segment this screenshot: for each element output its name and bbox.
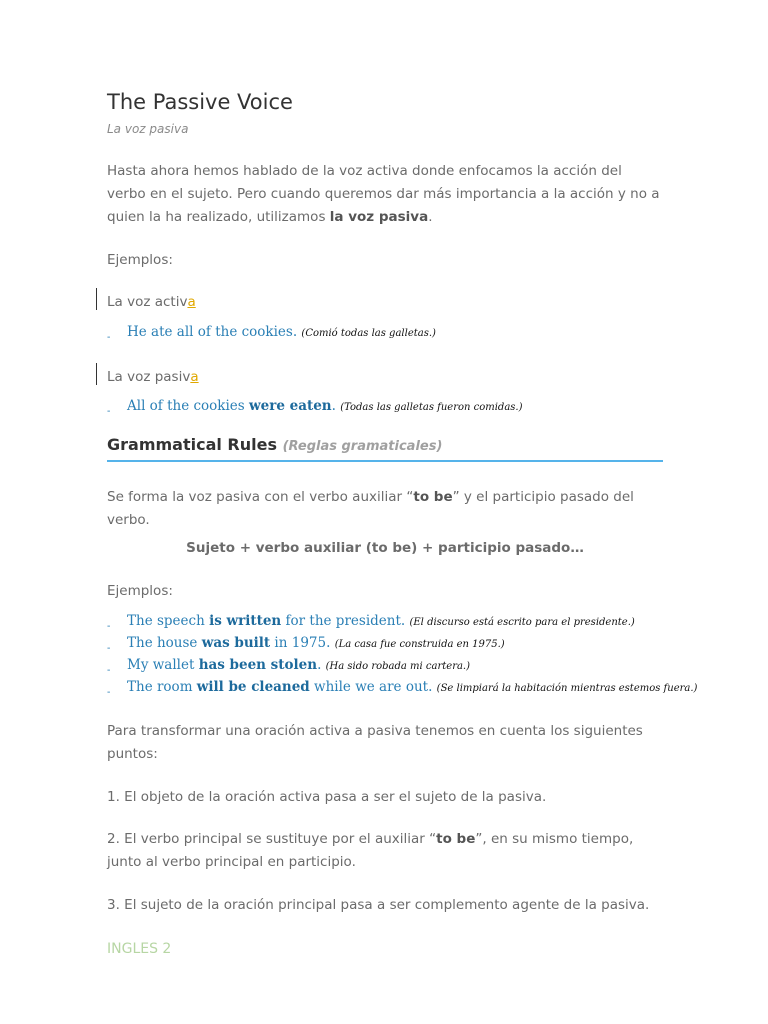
transform-intro-paragraph: Para transformar una oración activa a pasiva tenemos en cuenta los siguientes puntos:	[107, 723, 643, 762]
rules-intro-paragraph	[107, 486, 663, 532]
example-item-text	[127, 657, 470, 673]
example-translation: (La casa fue construida en 1975.)	[334, 639, 505, 650]
example-item-text	[127, 613, 635, 629]
example-item-text	[127, 635, 505, 651]
page-title: The Passive Voice	[107, 90, 293, 114]
passive-formula: Sujeto + verbo auxiliar (to be) + participio pasado…	[186, 540, 584, 556]
examples-label-1: Ejemplos:	[107, 252, 173, 268]
rules-intro-text-2: ” y el participio pasado del verbo.	[107, 489, 634, 528]
example-bold: has been stolen	[198, 657, 318, 673]
passive-example-bold: were eaten	[249, 398, 332, 414]
active-example-translation: (Comió todas las galletas.)	[301, 328, 436, 339]
passive-example-post: .	[331, 398, 336, 414]
bullet-icon: -	[107, 621, 111, 632]
passive-label-main: La voz pasiv	[107, 369, 191, 385]
point-3: 3. El sujeto de la oración principal pasa a ser complemento agente de la pasiva.	[107, 897, 650, 913]
example-pre: The speech	[127, 613, 210, 629]
bullet-icon: -	[107, 687, 111, 698]
active-voice-label	[107, 294, 196, 310]
text-cursor	[96, 363, 97, 385]
intro-bold: la voz pasiva	[329, 209, 429, 225]
page-subtitle: La voz pasiva	[107, 122, 189, 136]
intro-paragraph	[107, 160, 663, 229]
example-pre: My wallet	[127, 657, 199, 673]
rules-heading	[107, 435, 663, 462]
point-2	[107, 828, 663, 874]
text-cursor	[96, 288, 97, 310]
intro-text-1: Hasta ahora hemos hablado de la voz activa donde enfocamos la acción del verbo en el sujeto. Pero cuando queremos dar más importancia a la acción y no a quien la ha realizado, utilizamos	[107, 163, 660, 225]
example-translation: (El discurso está escrito para el presidente.)	[409, 617, 635, 628]
bullet-icon: -	[107, 665, 111, 676]
point-2-bold: to be	[436, 831, 476, 847]
active-label-main: La voz activ	[107, 294, 188, 310]
bullet-icon: -	[107, 406, 111, 417]
example-post: .	[317, 657, 322, 673]
point-1: 1. El objeto de la oración activa pasa a ser el sujeto de la pasiva.	[107, 789, 547, 805]
intro-text-2: .	[428, 209, 433, 225]
example-post: while we are out.	[309, 679, 433, 695]
footer-label: INGLES 2	[107, 941, 172, 957]
example-translation: (Se limpiará la habitación mientras estemos fuera.)	[436, 683, 698, 694]
example-bold: was built	[201, 635, 271, 651]
example-pre: The room	[127, 679, 197, 695]
point-2-text-2: ”, en su mismo tiempo, junto al verbo principal en participio.	[107, 831, 634, 870]
active-example-text: He ate all of the cookies.	[127, 324, 298, 340]
passive-label-tail: a	[190, 369, 199, 385]
bullet-icon: -	[107, 332, 111, 343]
rules-heading-sub: (Reglas gramaticales)	[282, 439, 443, 454]
example-item-text	[127, 679, 697, 695]
passive-example-text-wrap	[127, 398, 523, 414]
example-pre: The house	[127, 635, 202, 651]
bullet-icon: -	[107, 643, 111, 654]
active-label-tail: a	[187, 294, 196, 310]
point-2-text-1: 2. El verbo principal se sustituye por el auxiliar “	[107, 831, 437, 847]
example-translation: (Ha sido robada mi cartera.)	[325, 661, 471, 672]
examples-label-2: Ejemplos:	[107, 583, 173, 599]
example-bold: is written	[209, 613, 282, 629]
passive-example-translation: (Todas las galletas fueron comidas.)	[340, 402, 523, 413]
example-bold: will be cleaned	[196, 679, 310, 695]
active-example-text-wrap	[127, 324, 436, 340]
example-post: in 1975.	[270, 635, 331, 651]
rules-heading-main: Grammatical Rules	[107, 435, 277, 454]
passive-example-pre: All of the cookies	[127, 398, 250, 414]
rules-intro-text-1: Se forma la voz pasiva con el verbo auxiliar “	[107, 489, 414, 505]
example-post: for the president.	[281, 613, 406, 629]
rules-intro-bold: to be	[413, 489, 453, 505]
passive-voice-label	[107, 369, 199, 385]
